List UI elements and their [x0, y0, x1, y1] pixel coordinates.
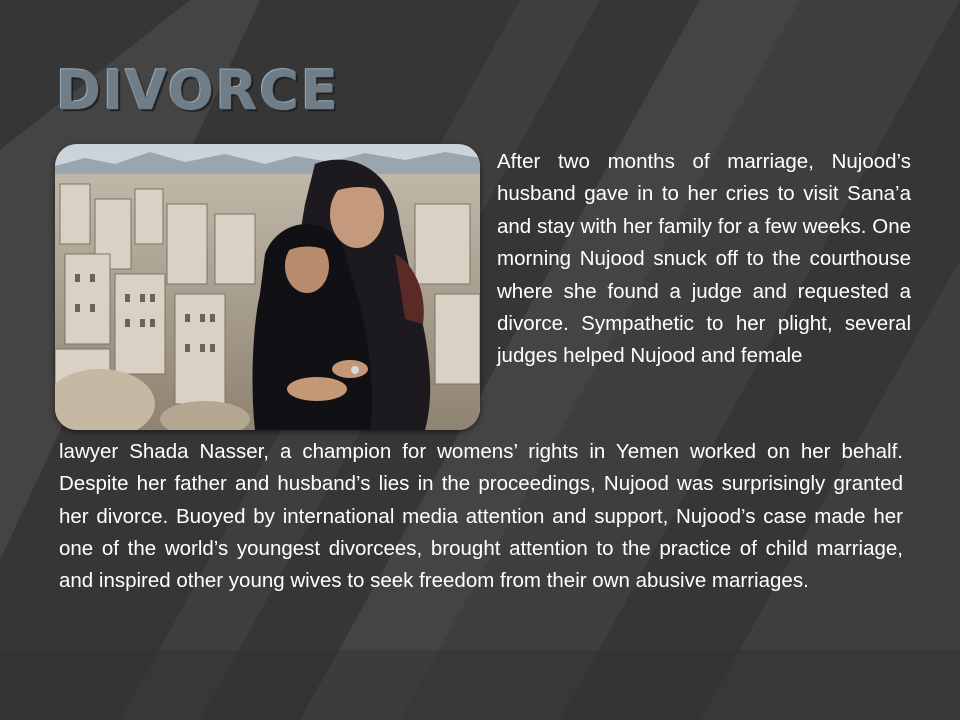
slide-title: DIVORCE: [56, 59, 340, 122]
body-paragraph-1: After two months of marriage, Nujood’s husband gave in to her cries to visit Sana’a and stay with her family for a few weeks. One morning Nujood snuck off to the courthouse where she found a judge and requested a divorce. Sympathetic to her plight, several judges helped Nujood and female: [497, 150, 911, 368]
photo-mother-and-daughter-sanaa: [55, 144, 480, 430]
body-paragraph-2: lawyer Shada Nasser, a champion for womens’ rights in Yemen worked on her behalf. Despite her father and husband’s lies in the proceedings, Nujood was surprisingly granted her divorce. Buoyed by international media attention and support, Nujood’s case made her one of the world’s youngest divorcees, brought attention to the practice of child marriage, and inspired other young wives to seek freedom from their own abusive marriages.: [59, 440, 903, 593]
